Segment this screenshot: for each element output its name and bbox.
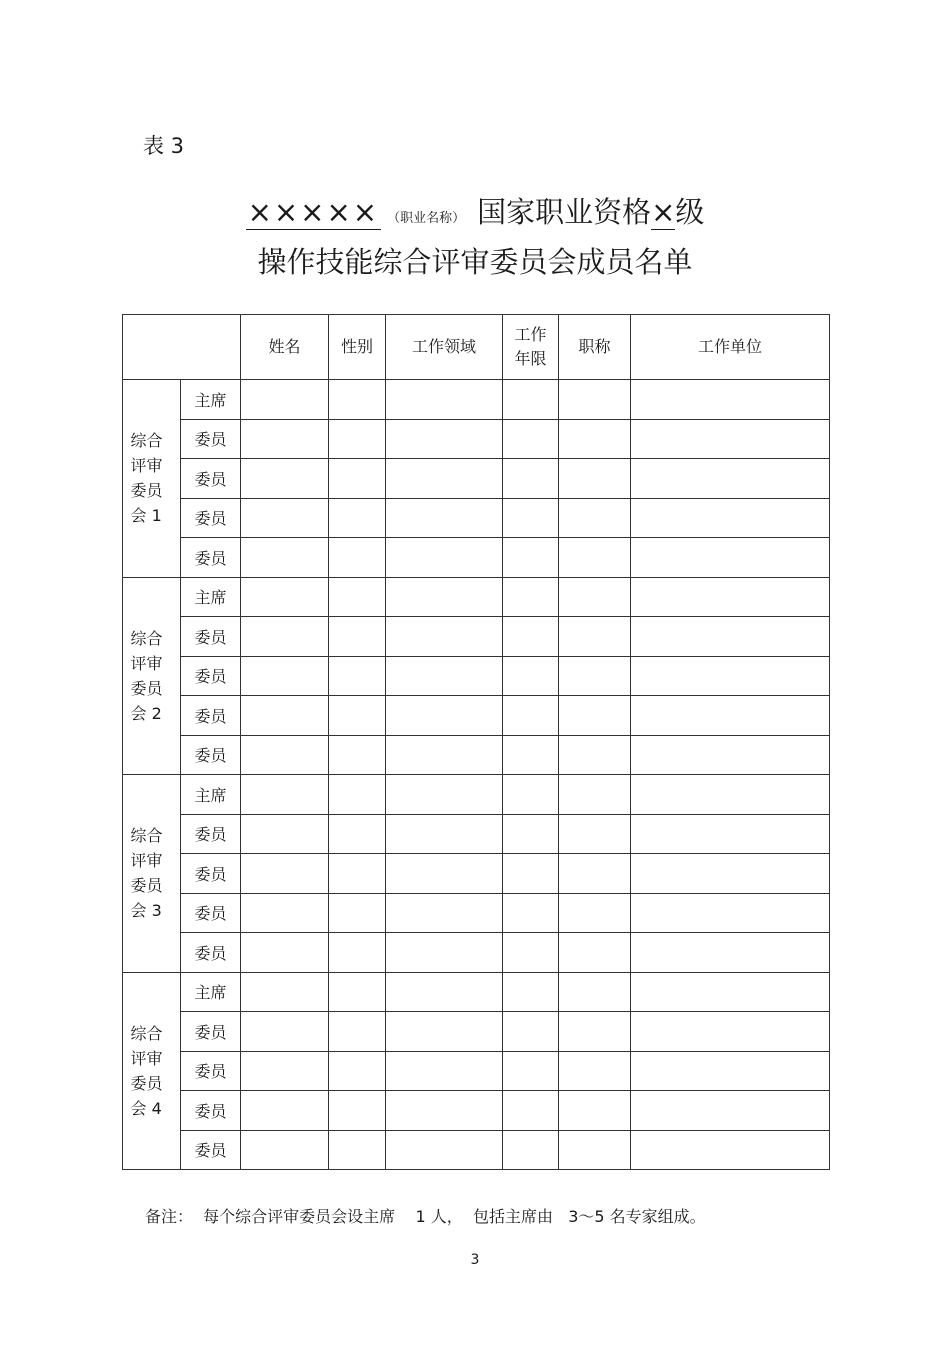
blank-entry-cell[interactable]	[241, 1012, 329, 1052]
document-title-line1	[0, 190, 950, 231]
blank-entry-cell[interactable]	[386, 1012, 503, 1052]
blank-entry-cell[interactable]	[329, 419, 386, 459]
blank-entry-cell[interactable]	[329, 459, 386, 499]
blank-entry-cell[interactable]	[503, 419, 559, 459]
table-row	[123, 972, 830, 1012]
blank-entry-cell[interactable]	[329, 933, 386, 973]
blank-entry-cell[interactable]	[386, 854, 503, 894]
blank-entry-cell[interactable]	[241, 1130, 329, 1170]
blank-entry-cell[interactable]	[503, 577, 559, 617]
blank-entry-cell[interactable]	[386, 1091, 503, 1131]
table-row	[123, 1051, 830, 1091]
blank-entry-cell[interactable]	[241, 498, 329, 538]
table-header-row	[123, 315, 830, 380]
table-row	[123, 617, 830, 657]
blank-entry-cell[interactable]	[329, 775, 386, 815]
role-cell: 委员	[181, 893, 241, 933]
blank-entry-cell[interactable]	[503, 1051, 559, 1091]
blank-entry-cell[interactable]	[329, 1091, 386, 1131]
role-cell: 委员	[181, 656, 241, 696]
blank-entry-cell[interactable]	[329, 696, 386, 736]
occupation-note: （职业名称）	[387, 211, 466, 226]
blank-entry-cell[interactable]	[241, 1091, 329, 1131]
blank-entry-cell[interactable]	[241, 656, 329, 696]
role-cell: 主席	[181, 577, 241, 617]
header-work-unit: 工作单位	[631, 315, 830, 380]
table-row	[123, 1130, 830, 1170]
blank-entry-cell[interactable]	[386, 893, 503, 933]
table-row	[123, 854, 830, 894]
grade-mark: ×	[651, 195, 676, 229]
blank-entry-cell[interactable]	[559, 972, 631, 1012]
committee-group-label	[123, 972, 181, 1170]
blank-entry-cell[interactable]	[559, 735, 631, 775]
table-row	[123, 380, 830, 420]
document-title-line2: 操作技能综合评审委员会成员名单	[257, 245, 693, 279]
blank-entry-cell[interactable]	[559, 498, 631, 538]
table-row	[123, 1012, 830, 1052]
role-cell: 委员	[181, 538, 241, 578]
blank-entry-cell[interactable]	[631, 893, 830, 933]
blank-entry-cell[interactable]	[559, 1051, 631, 1091]
blank-entry-cell[interactable]	[631, 1051, 830, 1091]
blank-entry-cell[interactable]	[503, 972, 559, 1012]
blank-entry-cell[interactable]	[329, 1051, 386, 1091]
role-cell: 委员	[181, 1130, 241, 1170]
committee-roster-table	[122, 314, 830, 1170]
blank-entry-cell[interactable]	[631, 1012, 830, 1052]
page-number: 3	[470, 1252, 480, 1268]
blank-entry-cell[interactable]	[503, 1130, 559, 1170]
blank-entry-cell[interactable]	[241, 696, 329, 736]
committee-group-label	[123, 380, 181, 578]
blank-entry-cell[interactable]	[631, 1091, 830, 1131]
blank-entry-cell[interactable]	[559, 617, 631, 657]
blank-entry-cell[interactable]	[241, 538, 329, 578]
blank-entry-cell[interactable]	[559, 775, 631, 815]
blank-entry-cell[interactable]	[631, 1130, 830, 1170]
blank-entry-cell[interactable]	[631, 814, 830, 854]
blank-entry-cell[interactable]	[241, 814, 329, 854]
blank-entry-cell[interactable]	[329, 972, 386, 1012]
blank-entry-cell[interactable]	[241, 775, 329, 815]
table-row	[123, 775, 830, 815]
blank-entry-cell[interactable]	[503, 775, 559, 815]
blank-entry-cell[interactable]	[631, 656, 830, 696]
table-row	[123, 933, 830, 973]
blank-entry-cell[interactable]	[386, 814, 503, 854]
header-work-field: 工作领域	[386, 315, 503, 380]
table-row	[123, 735, 830, 775]
blank-entry-cell[interactable]	[329, 735, 386, 775]
table-row	[123, 656, 830, 696]
blank-entry-cell[interactable]	[386, 656, 503, 696]
header-gender: 性别	[329, 315, 386, 380]
blank-entry-cell[interactable]	[386, 696, 503, 736]
qualification-text: 国家职业资格	[477, 195, 652, 229]
blank-entry-cell[interactable]	[559, 459, 631, 499]
blank-entry-cell[interactable]	[559, 538, 631, 578]
blank-entry-cell[interactable]	[503, 617, 559, 657]
blank-entry-cell[interactable]	[631, 854, 830, 894]
blank-entry-cell[interactable]	[559, 696, 631, 736]
blank-entry-cell[interactable]	[503, 854, 559, 894]
table-row	[123, 696, 830, 736]
blank-entry-cell[interactable]	[631, 380, 830, 420]
blank-entry-cell[interactable]	[631, 419, 830, 459]
blank-entry-cell[interactable]	[386, 617, 503, 657]
role-cell: 委员	[181, 814, 241, 854]
blank-entry-cell[interactable]	[559, 933, 631, 973]
blank-entry-cell[interactable]	[386, 538, 503, 578]
role-cell: 委员	[181, 696, 241, 736]
table-row	[123, 814, 830, 854]
blank-entry-cell[interactable]	[329, 814, 386, 854]
blank-entry-cell[interactable]	[631, 498, 830, 538]
role-cell: 委员	[181, 617, 241, 657]
role-cell: 委员	[181, 1051, 241, 1091]
blank-entry-cell[interactable]	[503, 498, 559, 538]
blank-entry-cell[interactable]	[386, 735, 503, 775]
blank-entry-cell[interactable]	[631, 933, 830, 973]
blank-entry-cell[interactable]	[386, 972, 503, 1012]
table-row	[123, 893, 830, 933]
blank-entry-cell[interactable]	[559, 814, 631, 854]
blank-entry-cell[interactable]	[241, 735, 329, 775]
blank-entry-cell[interactable]	[386, 459, 503, 499]
table-row	[123, 1091, 830, 1131]
blank-entry-cell[interactable]	[386, 933, 503, 973]
blank-entry-cell[interactable]	[559, 577, 631, 617]
blank-entry-cell[interactable]	[631, 577, 830, 617]
blank-entry-cell[interactable]	[503, 893, 559, 933]
blank-entry-cell[interactable]	[329, 1012, 386, 1052]
blank-entry-cell[interactable]	[631, 538, 830, 578]
blank-entry-cell[interactable]	[241, 459, 329, 499]
committee-group-label-text: 综合评审委员会 1	[130, 431, 163, 526]
role-cell: 委员	[181, 1012, 241, 1052]
occupation-placeholder: ×××××	[247, 195, 380, 229]
role-cell: 委员	[181, 498, 241, 538]
blank-entry-cell[interactable]	[503, 814, 559, 854]
blank-entry-cell[interactable]	[329, 538, 386, 578]
blank-entry-cell[interactable]	[503, 459, 559, 499]
blank-entry-cell[interactable]	[503, 1091, 559, 1131]
blank-entry-cell[interactable]	[241, 1051, 329, 1091]
table-row	[123, 459, 830, 499]
table-row	[123, 577, 830, 617]
committee-group-label	[123, 577, 181, 775]
blank-entry-cell[interactable]	[329, 656, 386, 696]
role-cell: 主席	[181, 380, 241, 420]
role-cell: 委员	[181, 735, 241, 775]
blank-entry-cell[interactable]	[631, 696, 830, 736]
blank-entry-cell[interactable]	[631, 735, 830, 775]
blank-entry-cell[interactable]	[386, 380, 503, 420]
blank-entry-cell[interactable]	[503, 696, 559, 736]
blank-entry-cell[interactable]	[559, 380, 631, 420]
blank-entry-cell[interactable]	[329, 893, 386, 933]
blank-entry-cell[interactable]	[386, 577, 503, 617]
blank-entry-cell[interactable]	[386, 775, 503, 815]
role-cell: 主席	[181, 972, 241, 1012]
blank-entry-cell[interactable]	[241, 933, 329, 973]
blank-entry-cell[interactable]	[503, 380, 559, 420]
table-row	[123, 538, 830, 578]
role-cell: 委员	[181, 933, 241, 973]
blank-entry-cell[interactable]	[329, 577, 386, 617]
footnote: 备注： 每个综合评审委员会设主席 1 人， 包括主席由 3～5 名专家组成。	[145, 1207, 706, 1226]
committee-group-label-text: 综合评审委员会 2	[130, 628, 163, 723]
blank-entry-cell[interactable]	[241, 419, 329, 459]
role-cell: 委员	[181, 854, 241, 894]
committee-group-label	[123, 775, 181, 973]
blank-entry-cell[interactable]	[241, 617, 329, 657]
blank-entry-cell[interactable]	[559, 1012, 631, 1052]
header-name: 姓名	[241, 315, 329, 380]
blank-entry-cell[interactable]	[503, 933, 559, 973]
blank-entry-cell[interactable]	[329, 380, 386, 420]
role-cell: 主席	[181, 775, 241, 815]
blank-entry-cell[interactable]	[329, 498, 386, 538]
blank-entry-cell[interactable]	[241, 577, 329, 617]
blank-entry-cell[interactable]	[386, 419, 503, 459]
role-cell: 委员	[181, 1091, 241, 1131]
blank-entry-cell[interactable]	[559, 419, 631, 459]
blank-entry-cell[interactable]	[386, 1130, 503, 1170]
blank-entry-cell[interactable]	[559, 854, 631, 894]
blank-entry-cell[interactable]	[329, 854, 386, 894]
committee-group-label-text: 综合评审委员会 3	[130, 826, 163, 921]
blank-entry-cell[interactable]	[386, 1051, 503, 1091]
blank-entry-cell[interactable]	[329, 1130, 386, 1170]
table-label: 表 3	[143, 134, 185, 158]
blank-entry-cell[interactable]	[559, 656, 631, 696]
blank-entry-cell[interactable]	[631, 459, 830, 499]
blank-entry-cell[interactable]	[241, 893, 329, 933]
table-row	[123, 498, 830, 538]
header-blank-cell	[123, 315, 241, 380]
blank-entry-cell[interactable]	[503, 656, 559, 696]
blank-entry-cell[interactable]	[503, 1012, 559, 1052]
blank-entry-cell[interactable]	[503, 538, 559, 578]
blank-entry-cell[interactable]	[559, 893, 631, 933]
blank-entry-cell[interactable]	[631, 972, 830, 1012]
header-work-years: 工作年限	[503, 315, 559, 380]
blank-entry-cell[interactable]	[559, 1091, 631, 1131]
blank-entry-cell[interactable]	[386, 498, 503, 538]
level-text: 级	[675, 195, 705, 229]
role-cell: 委员	[181, 459, 241, 499]
role-cell: 委员	[181, 419, 241, 459]
blank-entry-cell[interactable]	[241, 972, 329, 1012]
blank-entry-cell[interactable]	[241, 380, 329, 420]
blank-entry-cell[interactable]	[503, 735, 559, 775]
table-row	[123, 419, 830, 459]
blank-entry-cell[interactable]	[329, 617, 386, 657]
blank-entry-cell[interactable]	[241, 854, 329, 894]
blank-entry-cell[interactable]	[559, 1130, 631, 1170]
committee-group-label-text: 综合评审委员会 4	[130, 1023, 163, 1118]
blank-entry-cell[interactable]	[631, 617, 830, 657]
header-title: 职称	[559, 315, 631, 380]
blank-entry-cell[interactable]	[631, 775, 830, 815]
